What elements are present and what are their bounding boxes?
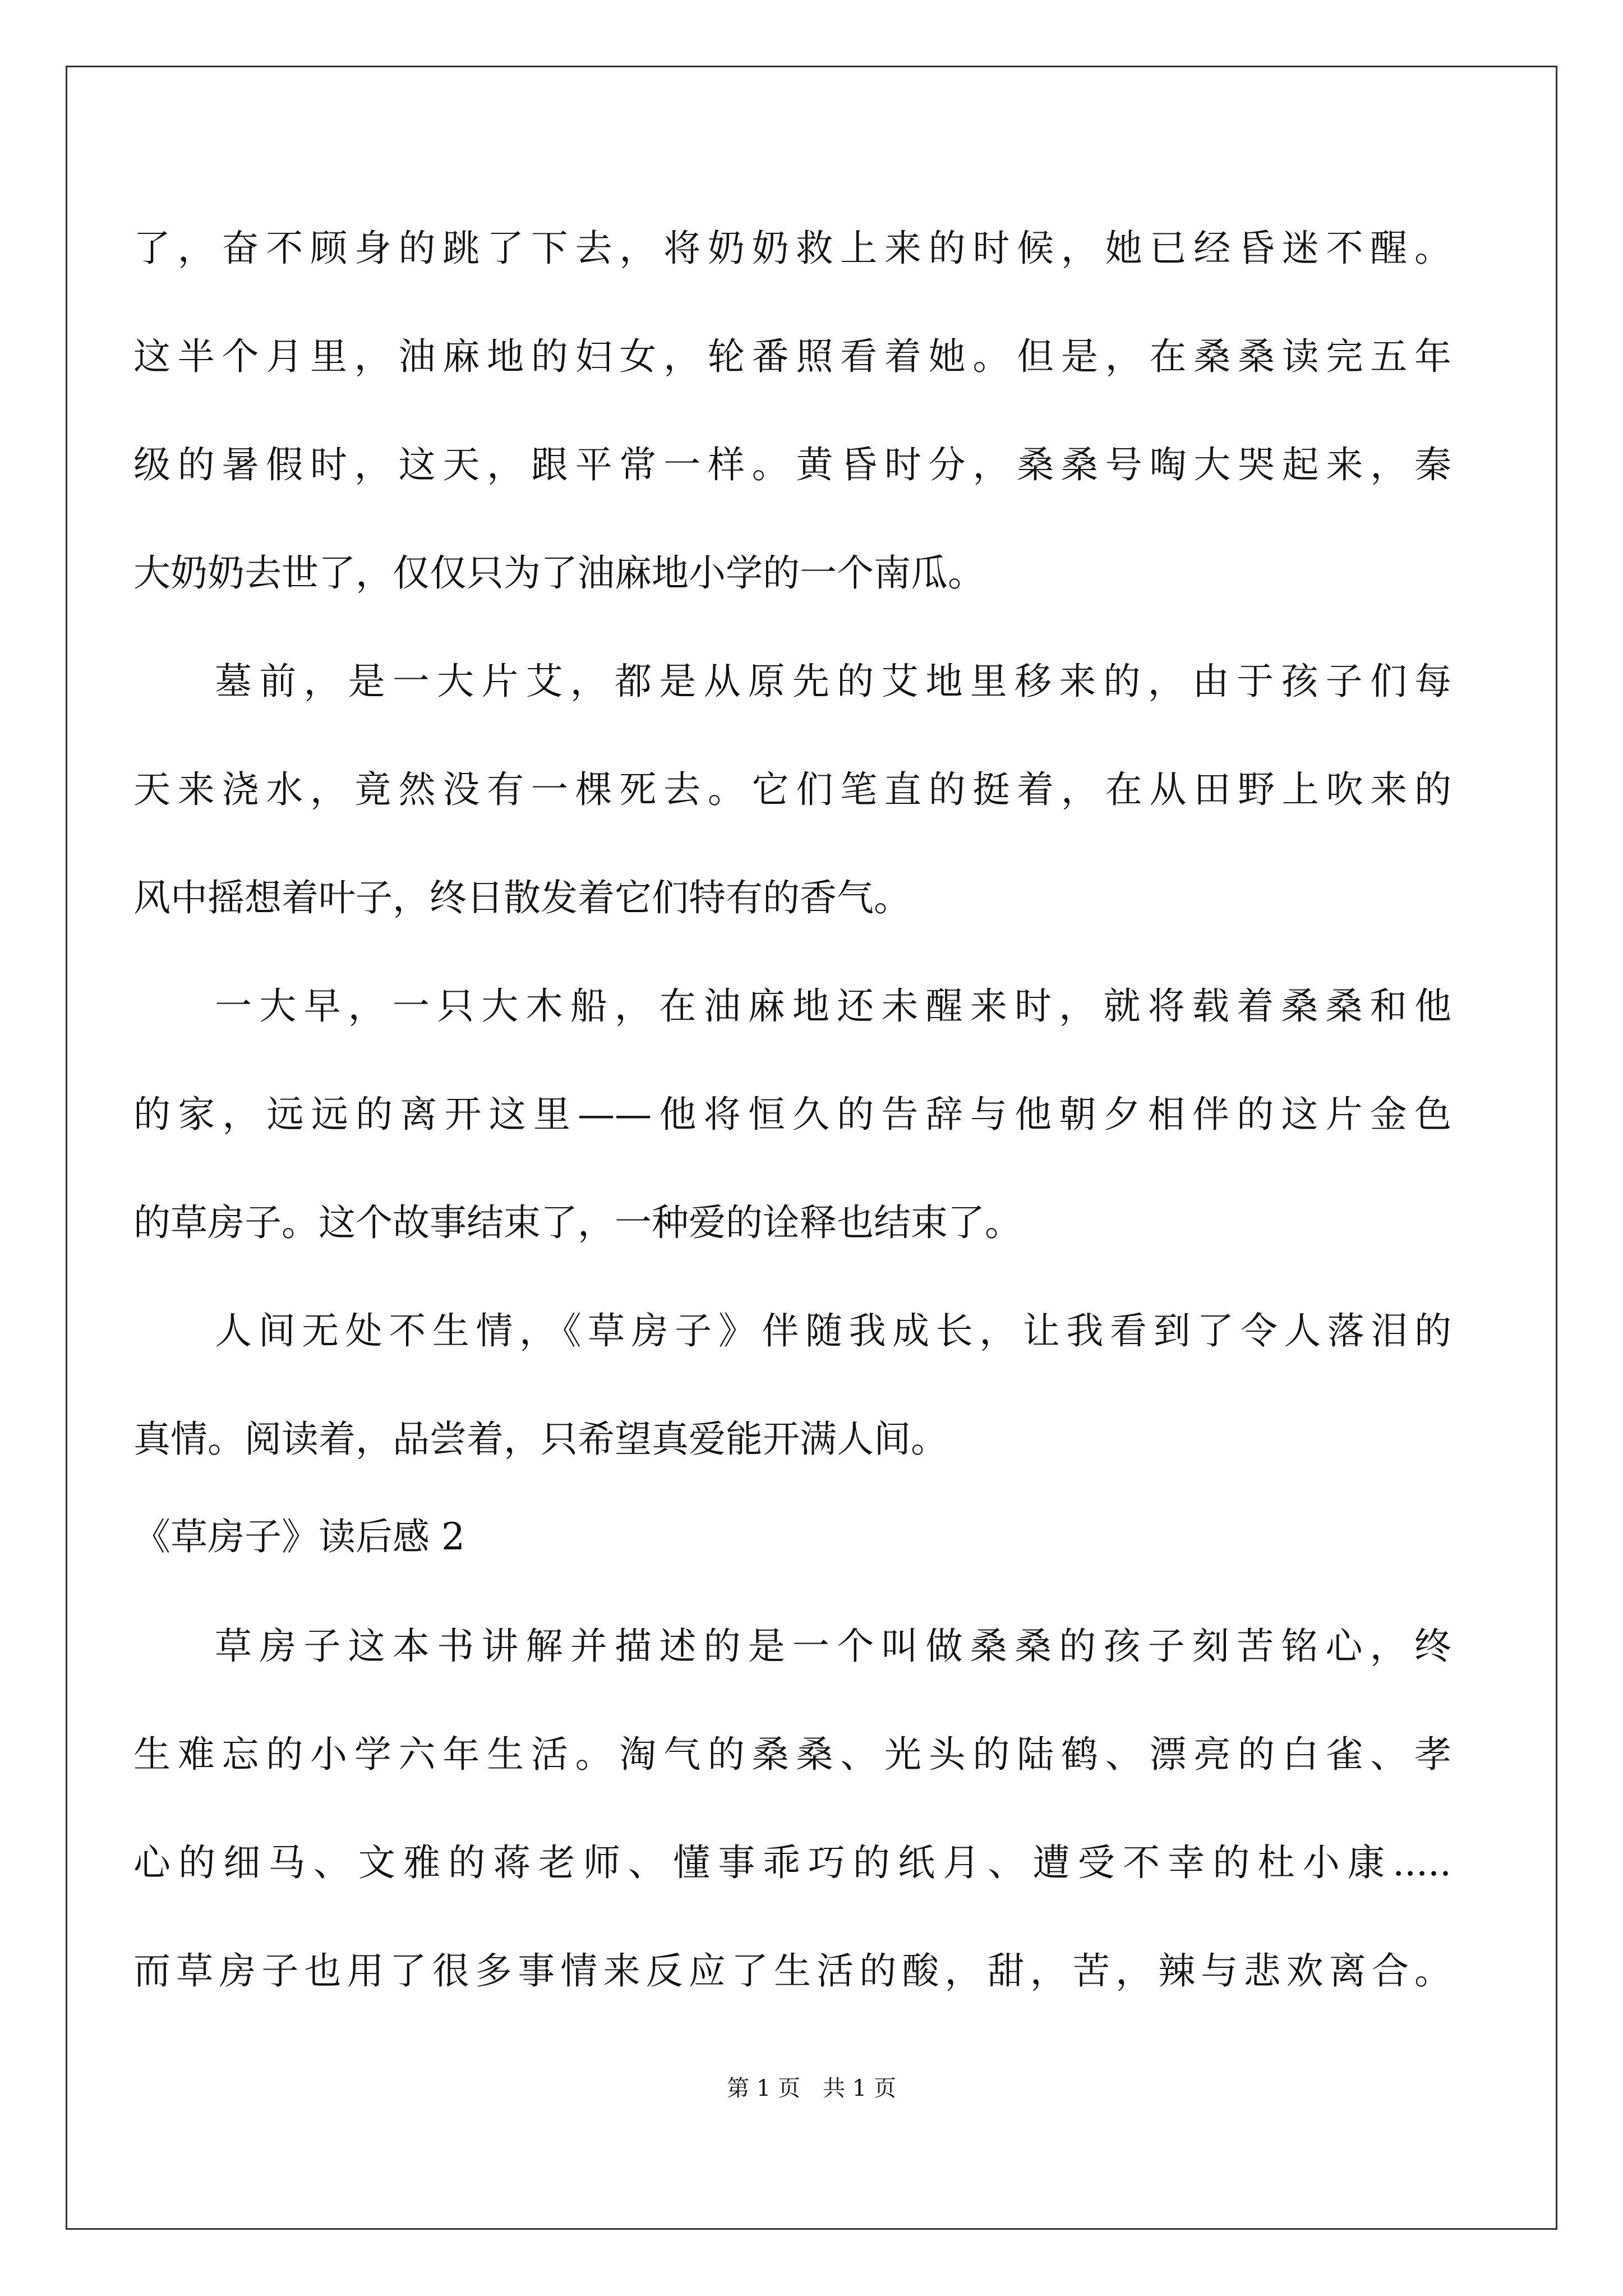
text-line: 了，奋不顾身的跳了下去，将奶奶救上来的时候，她已经昏迷不醒。 [133,227,1451,270]
text-line: 墓前，是一大片艾，都是从原先的艾地里移来的，由于孩子们每 [215,660,1451,703]
text-line: 草房子这本书讲解并描述的是一个叫做桑桑的孩子刻苦铭心，终 [215,1625,1451,1668]
text-line: 一大早，一只大木船，在油麻地还未醒来时，就将载着桑桑和他 [215,984,1451,1028]
text-line: 心的细马、文雅的蒋老师、懂事乖巧的纸月、遭受不幸的杜小康..... [133,1841,1451,1884]
page-frame [66,66,1557,2230]
text-line: 人间无处不生情，《草房子》伴随我成长，让我看到了令人落泪的 [215,1309,1451,1352]
text-line: 的草房子。这个故事结束了，一种爱的诠释也结束了。 [133,1201,1022,1244]
text-line: 级的暑假时，这天，跟平常一样。黄昏时分，桑桑号啕大哭起来，秦 [133,443,1451,486]
text-line: 真情。阅读着，品尝着，只希望真爱能开满人间。 [133,1418,948,1461]
text-line: 这半个月里，油麻地的妇女，轮番照看着她。但是，在桑桑读完五年 [133,335,1451,378]
section-heading: 《草房子》读后感 2 [133,1515,465,1558]
page-number-footer: 第 1 页 共 1 页 [727,2076,896,2101]
text-line: 风中摇想着叶子，终日散发着它们特有的香气。 [133,876,911,919]
text-line: 而草房子也用了很多事情来反应了生活的酸，甜，苦，辣与悲欢离合。 [133,1949,1451,1993]
text-line: 生难忘的小学六年生活。淘气的桑桑、光头的陆鹤、漂亮的白雀、孝 [133,1733,1451,1776]
text-line: 的家，远远的离开这里——他将恒久的告辞与他朝夕相伴的这片金色 [133,1093,1451,1136]
text-line: 天来浇水，竟然没有一棵死去。它们笔直的挺着，在从田野上吹来的 [133,768,1451,811]
text-line: 大奶奶去世了，仅仅只为了油麻地小学的一个南瓜。 [133,551,985,595]
